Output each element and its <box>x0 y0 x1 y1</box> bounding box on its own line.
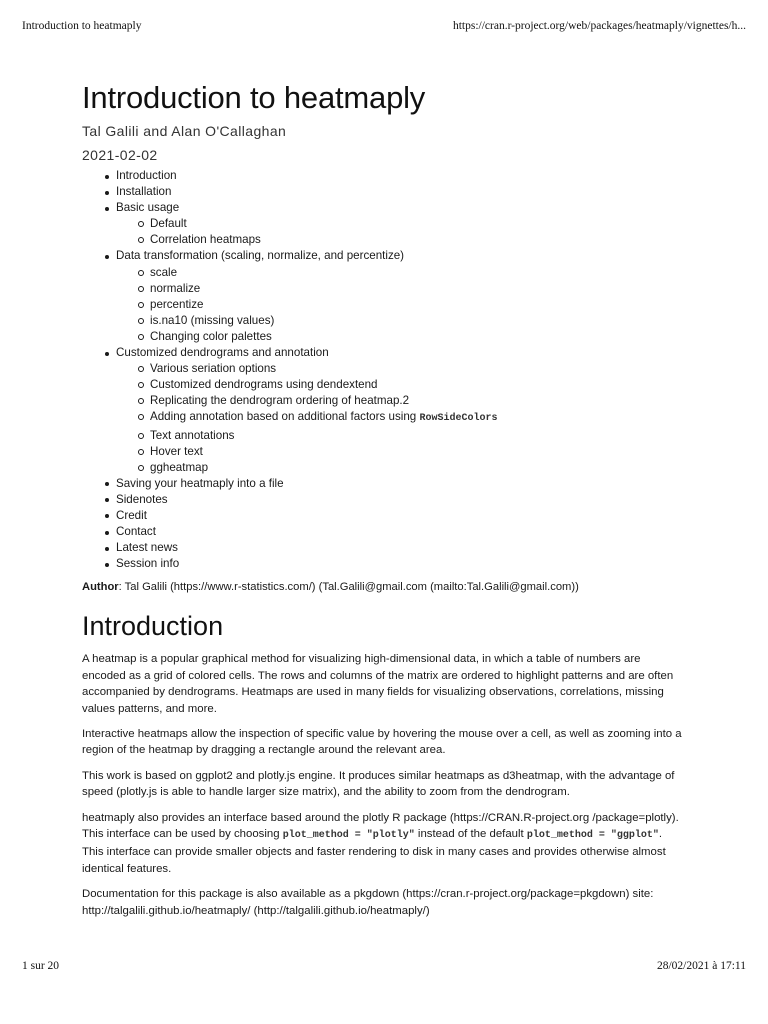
page-title: Introduction to heatmaply <box>82 80 426 115</box>
author-label: Author <box>82 581 119 594</box>
print-footer <box>22 960 746 972</box>
toc-sublist <box>116 361 686 476</box>
toc-subitem-correlation-heatmaps[interactable]: Correlation heatmaps <box>150 232 686 248</box>
print-header <box>22 20 746 32</box>
rowsidecolors-code: RowSideColors <box>419 413 498 425</box>
document-body <box>82 78 686 919</box>
intro-paragraph-2: Interactive heatmaps allow the inspection of specific value by hovering the mouse over a cell, as well as zooming into a region of the heatmap by dragging a rectangle around the relevant area. <box>82 727 682 757</box>
toc-item-sidenotes[interactable]: Sidenotes <box>116 492 686 508</box>
toc-item-credit[interactable]: Credit <box>116 508 686 524</box>
toc-subitem-default[interactable]: Default <box>150 216 686 232</box>
toc-item-session-info[interactable]: Session info <box>116 556 686 572</box>
plot-method-ggplot-code: plot_method = "ggplot" <box>526 830 659 841</box>
toc-subitem-is-na10[interactable]: is.na10 (missing values) <box>150 313 686 329</box>
toc-subitem-hover-text[interactable]: Hover text <box>150 444 686 460</box>
toc-subitem-normalize[interactable]: normalize <box>150 281 686 297</box>
table-of-contents <box>82 168 686 572</box>
intro-paragraph-5: Documentation for this package is also available as a pkgdown (https://cran.r-project.org/package=pkgdown) site: http://talgalili.github.io/heatmaply/ (http://talgalili.github.io/heatmaply/) <box>82 888 654 917</box>
intro-paragraph-1: A heatmap is a popular graphical method for visualizing high-dimensional data, in which a table of numbers are encoded as a grid of colored cells. The rows and columns of the matrix are ordered to highlight patterns and are often accompanied by dendrograms. Heatmaps are used in many fields for visualizing observations, correlations, missing values patterns, and more. <box>82 653 674 715</box>
toc-item-dendrograms[interactable]: Customized dendrograms and annotation Various seriation options Customized dendrograms using dendextend Replicating the dendrogram ordering of heatmap.2 Adding annotation based on additional factors using RowSideColors Text annotations Hover text ggheatmap <box>116 345 686 476</box>
toc-subitem-seriation[interactable]: Various seriation options <box>150 361 686 377</box>
section-heading-introduction: Introduction <box>82 611 224 642</box>
toc-subitem-color-palettes[interactable]: Changing color palettes <box>150 329 686 345</box>
toc-sublist <box>116 265 686 345</box>
toc-item-data-transformation[interactable]: Data transformation (scaling, normalize, and percentize) scale normalize percentize is.na10 (missing values) Changing color palettes <box>116 248 686 345</box>
intro-paragraph-4: heatmaply also provides an interface based around the plotly R package (https://CRAN.R-project.org /package=plotly). This interface can be used by choosing plot_method = "plotly" instead of the default plot_method = "ggplot". This interface can provide smaller objects and faster rendering to disk in many cases and provides otherwise almost identical features. <box>82 811 679 875</box>
toc-item-saving[interactable]: Saving your heatmaply into a file <box>116 476 686 492</box>
toc-subitem-annotation-factors[interactable]: Adding annotation based on additional factors using RowSideColors <box>150 409 686 427</box>
document-date: 2021-02-02 <box>82 147 158 163</box>
toc-subitem-scale[interactable]: scale <box>150 265 686 281</box>
toc-item-basic-usage[interactable]: Basic usage Default Correlation heatmaps <box>116 200 686 248</box>
print-header-title: Introduction to heatmaply <box>22 20 142 32</box>
toc-subitem-ggheatmap[interactable]: ggheatmap <box>150 460 686 476</box>
print-header-url: https://cran.r-project.org/web/packages/heatmaply/vignettes/h... <box>452 20 746 32</box>
page-count: 1 sur 20 <box>22 960 60 972</box>
toc-item-latest-news[interactable]: Latest news <box>116 540 686 556</box>
toc-sublist <box>116 216 686 248</box>
document-authors: Tal Galili and Alan O'Callaghan <box>82 123 287 139</box>
author-details: : Tal Galili (https://www.r-statistics.com/) (Tal.Galili@gmail.com (mailto:Tal.Galili@gmail.com)) <box>118 581 579 594</box>
toc-subitem-percentize[interactable]: percentize <box>150 297 686 313</box>
intro-paragraph-3: This work is based on ggplot2 and plotly.js engine. It produces similar heatmaps as d3heatmap, with the advantage of speed (plotly.js is able to handle larger size matrix), and the ability to zoom from the dendrogram. <box>82 769 675 799</box>
toc-subitem-text-annotations[interactable]: Text annotations <box>150 428 686 444</box>
toc-item-introduction[interactable]: Introduction <box>116 168 686 184</box>
toc-subitem-heatmap2[interactable]: Replicating the dendrogram ordering of heatmap.2 <box>150 393 686 409</box>
toc-item-installation[interactable]: Installation <box>116 184 686 200</box>
plot-method-plotly-code: plot_method = "plotly" <box>282 830 415 841</box>
author-line <box>82 579 686 595</box>
toc-subitem-dendextend[interactable]: Customized dendrograms using dendextend <box>150 377 686 393</box>
print-timestamp: 28/02/2021 à 17:11 <box>656 960 746 972</box>
toc-item-contact[interactable]: Contact <box>116 524 686 540</box>
